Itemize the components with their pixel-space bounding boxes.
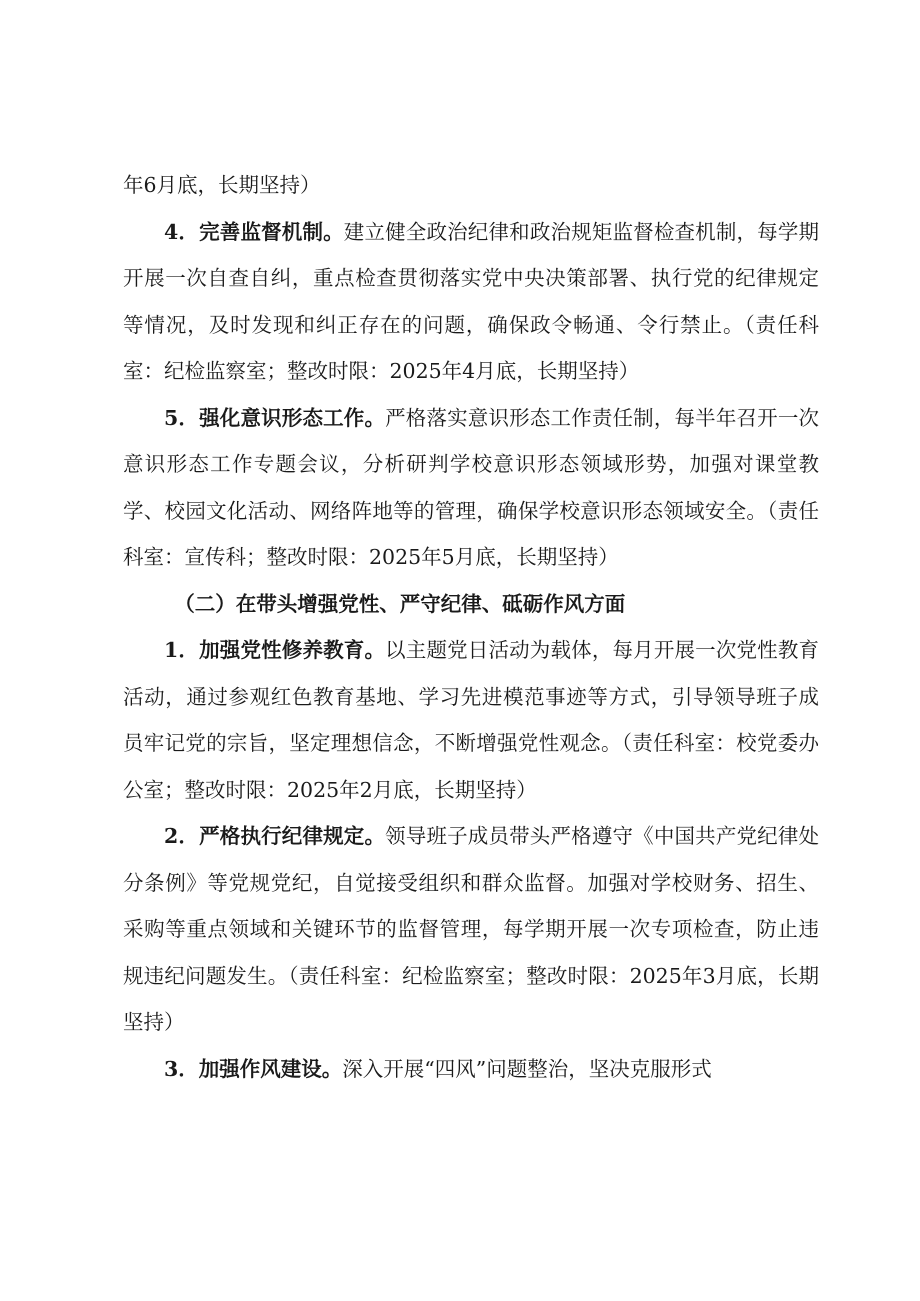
paragraph-text: 年6月底，长期坚持） bbox=[123, 173, 321, 197]
paragraph-text: 领导班子成员带头严格遵守《中国共产党纪律处分条例》等党规党纪，自觉接受组织和群众监督。加强对学校财务、招生、采购等重点领域和关键环节的监督管理，每学期开展一次专项检查，防止违规违纪问题发生。（责任科室：纪检监察室；整改时限：2025年3月底，长期坚持） bbox=[123, 824, 820, 1034]
paragraph-lead: 4．完善监督机制。 bbox=[164, 219, 344, 244]
paragraph-item-5 bbox=[123, 395, 819, 581]
paragraph-lead: 2．严格执行纪律规定。 bbox=[164, 824, 386, 848]
paragraph-text: 严格落实意识形态工作责任制，每半年召开一次意识形态工作专题会议，分析研判学校意识形态领域形势，加强对课堂教学、校园文化活动、网络阵地等的管理，确保学校意识形态领域安全。（责任科室：宣传科；整改时限：2025年5月底，长期坚持） bbox=[123, 405, 820, 569]
paragraph-continuation bbox=[123, 162, 819, 209]
paragraph-lead: 1．加强党性修养教育。 bbox=[164, 638, 386, 662]
paragraph-item-1 bbox=[123, 627, 819, 813]
paragraph-text: 以主题党日活动为载体，每月开展一次党性教育活动，通过参观红色教育基地、学习先进模范事迹等方式，引导领导班子成员牢记党的宗旨，坚定理想信念，不断增强党性观念。（责任科室：校党委办公室；整改时限：2025年2月底，长期坚持） bbox=[123, 638, 820, 802]
section-heading: （二）在带头增强党性、严守纪律、砥砺作风方面 bbox=[174, 591, 626, 616]
paragraph-lead: 5．强化意识形态工作。 bbox=[164, 405, 386, 430]
document-body bbox=[123, 162, 819, 1092]
paragraph-item-4 bbox=[123, 209, 819, 395]
paragraph-text: 深入开展“四风”问题整治，坚决克服形式 bbox=[342, 1056, 712, 1081]
paragraph-item-3 bbox=[123, 1046, 819, 1093]
paragraph-lead: 3．加强作风建设。 bbox=[164, 1056, 343, 1081]
paragraph-text: 建立健全政治纪律和政治规矩监督检查机制，每学期开展一次自查自纠，重点检查贯彻落实党中央决策部署、执行党的纪律规定等情况，及时发现和纠正存在的问题，确保政令畅通、令行禁止。（责任科室：纪检监察室；整改时限：2025年4月底，长期坚持） bbox=[123, 219, 820, 383]
paragraph-item-2 bbox=[123, 813, 819, 1046]
